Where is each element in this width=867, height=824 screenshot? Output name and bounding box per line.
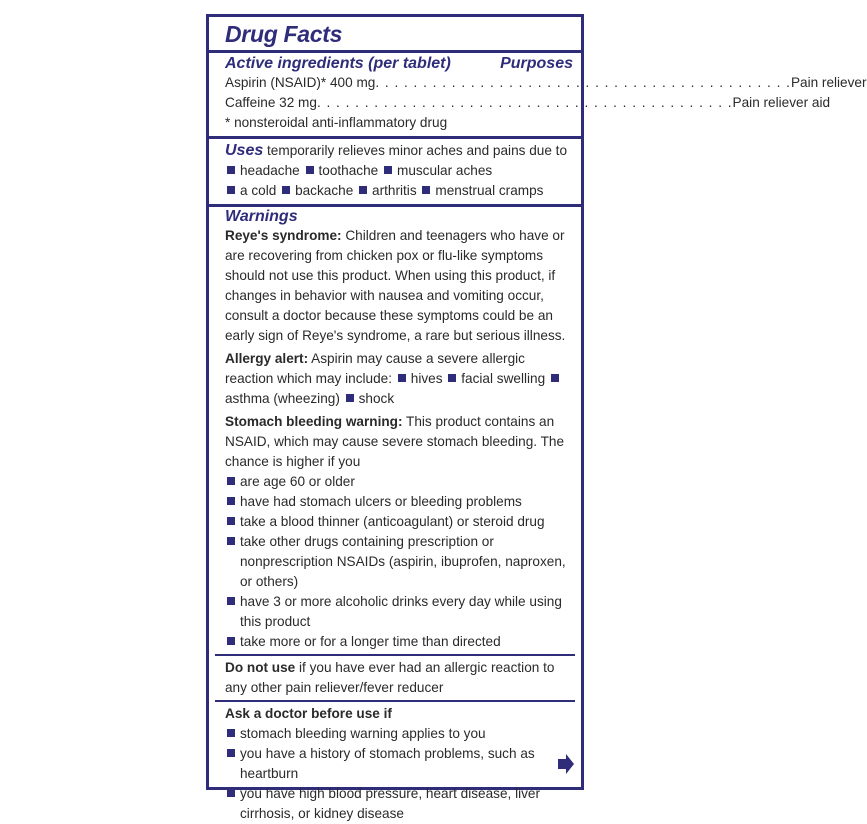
list-item: shock	[358, 391, 395, 406]
uses-list	[225, 161, 573, 181]
reyes-text: Children and teenagers who have or are recovering from chicken pox or flu-like symptoms should not use this product. When using this product, if changes in behavior with nausea and vomiting occur, consult a doctor because these symptoms could be an early sign of Reye's syndrome, a rare but serious illness.	[225, 228, 566, 343]
ask-doctor-section	[209, 702, 581, 824]
bullet-icon	[227, 789, 235, 797]
reyes-title: Reye's syndrome:	[225, 228, 342, 243]
list-item: you have a history of stomach problems, such as heartburn	[225, 744, 553, 784]
uses-heading: Uses	[225, 142, 264, 159]
allergy-title: Allergy alert:	[225, 351, 309, 366]
bullet-icon	[227, 477, 235, 485]
list-item: take other drugs containing prescription or nonprescription NSAIDs (aspirin, ibuprofen, naproxen, or others)	[225, 532, 573, 592]
bullet-icon	[227, 637, 235, 645]
purposes-heading: Purposes	[500, 55, 573, 72]
drug-facts-title: Drug Facts	[225, 21, 343, 47]
stomach-paragraph	[225, 409, 573, 472]
bullet-icon	[227, 186, 235, 194]
bullet-icon	[359, 186, 367, 194]
bullet-icon	[227, 749, 235, 757]
warnings-heading: Warnings	[225, 208, 298, 225]
bullet-icon	[384, 166, 392, 174]
footnote: * nonsteroidal anti-inflammatory drug	[225, 115, 448, 130]
list-item: muscular aches	[397, 163, 493, 178]
ingredient-name: Aspirin (NSAID)* 400 mg	[225, 75, 376, 90]
bullet-icon	[282, 186, 290, 194]
warnings-section	[209, 207, 581, 654]
bullet-icon	[346, 394, 354, 402]
list-item: toothache	[318, 163, 379, 178]
bullet-icon	[227, 597, 235, 605]
bullet-icon	[306, 166, 314, 174]
list-item: have 3 or more alcoholic drinks every day while using this product	[225, 592, 573, 632]
ingredient-purpose: Pain reliever	[790, 75, 867, 90]
stomach-title: Stomach bleeding warning:	[225, 414, 403, 429]
bullet-icon	[551, 374, 559, 382]
active-ingredients-heading: Active ingredients (per tablet)	[225, 55, 451, 72]
list-item: have had stomach ulcers or bleeding problems	[225, 492, 573, 512]
drug-facts-panel	[206, 14, 867, 821]
list-item: hives	[410, 371, 443, 386]
bullet-icon	[398, 374, 406, 382]
stomach-text: This product contains an NSAID, which may cause severe stomach bleeding. The chance is higher if you	[225, 414, 565, 469]
list-item: asthma (wheezing)	[225, 391, 340, 406]
uses-intro: temporarily relieves minor aches and pains due to	[267, 143, 568, 158]
bullet-icon	[227, 729, 235, 737]
do-not-use-text: if you have ever had an allergic reaction to any other pain reliever/fever reducer	[225, 660, 555, 695]
allergy-paragraph	[225, 346, 573, 409]
do-not-use-section	[209, 656, 581, 700]
right-arrow-icon	[557, 753, 575, 775]
allergy-text: Aspirin may cause a severe allergic reaction which may include:	[225, 351, 525, 386]
list-item: you have high blood pressure, heart disease, liver cirrhosis, or kidney disease	[225, 784, 553, 824]
list-item: arthritis	[372, 183, 417, 198]
do-not-use-title: Do not use	[225, 660, 296, 675]
list-item: backache	[295, 183, 354, 198]
ingredient-name: Caffeine 32 mg	[225, 95, 317, 110]
bullet-icon	[422, 186, 430, 194]
list-item: stomach bleeding warning applies to you	[225, 724, 553, 744]
bullet-icon	[448, 374, 456, 382]
list-item: headache	[240, 163, 300, 178]
list-item: are age 60 or older	[225, 472, 573, 492]
ask-doctor-title: Ask a doctor before use if	[225, 706, 392, 721]
uses-section	[209, 139, 581, 204]
ingredient-purpose: Pain reliever aid	[732, 95, 831, 110]
list-item: take a blood thinner (anticoagulant) or steroid drug	[225, 512, 573, 532]
bullet-icon	[227, 517, 235, 525]
bullet-icon	[227, 497, 235, 505]
uses-list	[225, 181, 573, 201]
list-item: facial swelling	[461, 371, 546, 386]
active-ingredients-section	[209, 53, 867, 136]
ingredient-row	[225, 93, 831, 113]
bullet-icon	[227, 537, 235, 545]
list-item: menstrual cramps	[435, 183, 544, 198]
reyes-paragraph	[225, 226, 573, 346]
list-item: a cold	[240, 183, 277, 198]
list-item: take more or for a longer time than directed	[225, 632, 573, 654]
bullet-icon	[227, 166, 235, 174]
ingredient-row	[225, 73, 867, 93]
